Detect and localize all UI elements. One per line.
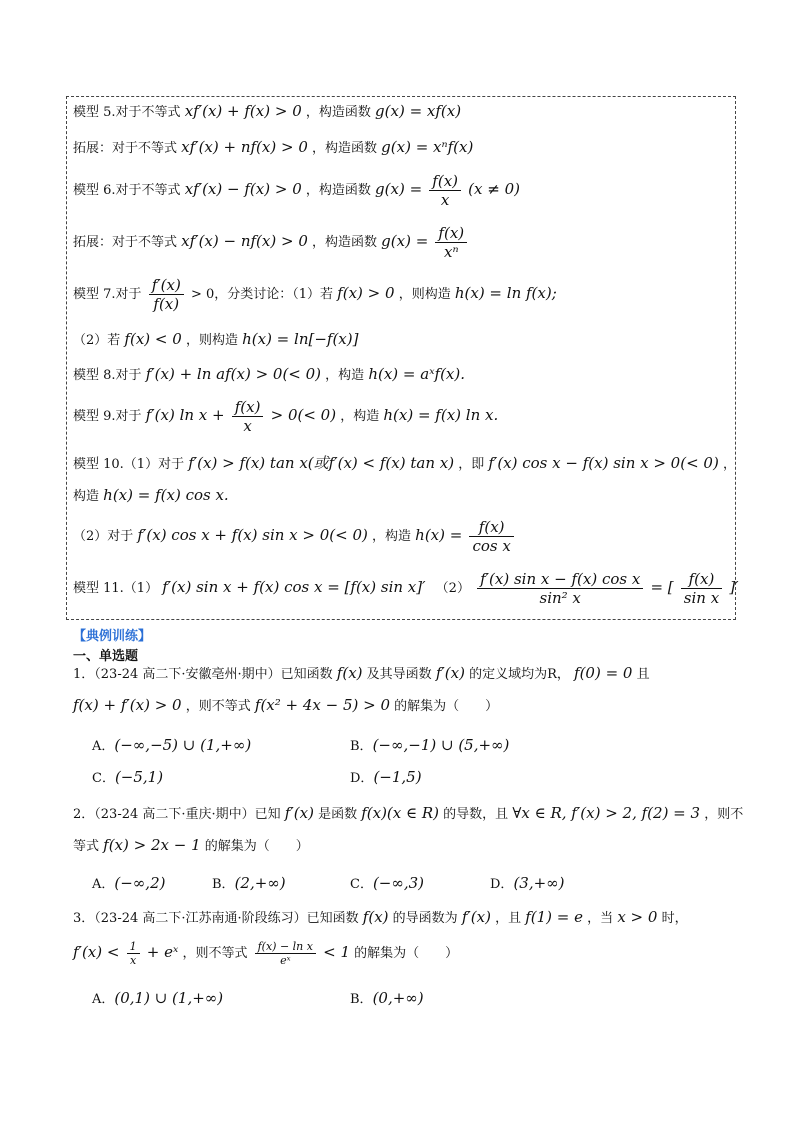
q1-stem-d: 且 xyxy=(636,667,650,682)
q1-option-c[interactable] xyxy=(92,767,163,786)
q1-option-c-label: C． xyxy=(92,771,115,786)
q3-stem-b: 的导函数为 xyxy=(392,911,458,926)
q2-stem-c: 的导数，且 xyxy=(443,807,509,822)
model-7-case-text: > 0，分类讨论：（1）若 xyxy=(190,287,334,302)
model-10-construct-text: 构造 xyxy=(73,489,100,504)
model-11-identity-1: f′(x) sin x + f(x) cos x = [f(x) sin x]′ xyxy=(162,578,426,596)
q1-function: f(x) xyxy=(336,664,363,682)
model-11-case-2-label: （2） xyxy=(435,581,470,596)
model-10-line xyxy=(73,454,736,473)
model-7-case-1-condition: f(x) > 0 xyxy=(337,284,395,302)
model-9-line xyxy=(73,398,498,435)
model-7-fraction xyxy=(149,276,184,313)
q2-option-a-label: A． xyxy=(92,877,115,892)
model-6-denominator: x xyxy=(440,191,450,209)
q1-option-d-label: D． xyxy=(350,771,374,786)
model-10-function: h(x) = f(x) cos x. xyxy=(103,486,229,504)
q1-stem-line-1 xyxy=(73,664,650,683)
model-11-denominator-2: sin x xyxy=(683,589,720,607)
model-5-construct-text: ，构造函数 xyxy=(305,105,371,120)
q3-stem-line-1 xyxy=(73,908,688,927)
q3-fraction-2 xyxy=(255,940,316,967)
q1-option-b[interactable] xyxy=(350,735,509,754)
model-7-case-2-construct-text: ，则构造 xyxy=(185,333,238,348)
q3-fraction-1 xyxy=(127,940,140,967)
model-6-construct-text: ，构造函数 xyxy=(305,183,371,198)
q3-fraction-1-numerator: 1 xyxy=(127,940,140,954)
model-6-fraction xyxy=(429,172,461,209)
model-10-case-2-lhs: h(x) = xyxy=(415,526,463,544)
extension-6-construct-text: ，构造函数 xyxy=(312,235,378,250)
model-7-case-2-label: （2）若 xyxy=(73,333,121,348)
q3-inequality-end: < 1 xyxy=(323,943,350,962)
q2-option-c-label: C． xyxy=(350,877,373,892)
model-7-case-2-condition: f(x) < 0 xyxy=(124,330,182,348)
model-9-fraction xyxy=(232,398,264,435)
q2-stem-line-1 xyxy=(73,804,743,823)
model-9-construct-text: ，构造 xyxy=(340,409,380,424)
extension-6-fraction xyxy=(435,224,467,261)
extension-5-construct-text: ，构造函数 xyxy=(312,141,378,156)
model-9-function: h(x) = f(x) ln x. xyxy=(383,406,499,424)
model-7-case-2-line xyxy=(73,330,358,349)
model-9-expression-a: f′(x) ln x + xyxy=(145,406,225,424)
q2-stem-f: 的解集为（ ） xyxy=(204,839,309,854)
model-10-namely: ，即 xyxy=(458,457,485,472)
extension-5-function: g(x) = xⁿf(x) xyxy=(381,138,474,156)
model-10-case-2-numerator: f(x) xyxy=(469,518,513,537)
q3-stem-g: 的解集为（ ） xyxy=(354,946,459,962)
model-10-case-2-construct-text: ，构造 xyxy=(372,529,412,544)
model-6-numerator: f(x) xyxy=(429,172,461,191)
model-9-expression-b: > 0(< 0) xyxy=(270,406,337,424)
q3-stem-line-2 xyxy=(73,940,458,967)
extension-6-denominator: xⁿ xyxy=(444,243,459,261)
q2-derivative: f′(x) xyxy=(284,804,314,822)
model-6-lhs: g(x) = xyxy=(375,180,423,198)
q3-option-b-label: B． xyxy=(350,992,373,1007)
model-10-label: 模型 10.（1）对于 xyxy=(73,457,185,472)
q2-option-d-value: (3,+∞) xyxy=(513,874,565,892)
q1-stem-line-2 xyxy=(73,696,498,715)
q3-fraction-1-denominator: x xyxy=(130,954,137,968)
model-10-case-2-inequality: f′(x) cos x + f(x) sin x > 0(< 0) xyxy=(137,526,368,544)
extension-6-numerator: f(x) xyxy=(435,224,467,243)
model-8-inequality: f′(x) + ln af(x) > 0(< 0) xyxy=(145,365,322,383)
model-7-case-2-function: h(x) = ln[−f(x)] xyxy=(242,330,359,348)
q3-stem-c: ，且 xyxy=(495,911,522,926)
model-6-condition: (x ≠ 0) xyxy=(468,180,520,198)
q3-stem-f: ，则不等式 xyxy=(182,946,248,962)
q3-stem-d: ，当 xyxy=(587,911,614,926)
q3-stem-a: 3．（23-24 高二下·江苏南通·阶段练习）已知函数 xyxy=(73,911,359,926)
q2-option-b-value: (2,+∞) xyxy=(234,874,286,892)
model-5-inequality: xf′(x) + f(x) > 0 xyxy=(184,102,302,120)
model-8-function: h(x) = aˣf(x). xyxy=(368,365,466,383)
model-7-case-1-function: h(x) = ln f(x); xyxy=(454,284,557,302)
model-5-line xyxy=(73,102,461,121)
q1-stem-a: 1．（23-24 高二下·安徽亳州·期中）已知函数 xyxy=(73,667,333,682)
model-6-label: 模型 6.对于不等式 xyxy=(73,183,181,198)
q3-initial-value: f(1) = e xyxy=(525,908,584,926)
q1-option-a-label: A． xyxy=(92,739,115,754)
extension-5-line xyxy=(73,138,473,157)
q3-option-a[interactable] xyxy=(92,988,223,1007)
q1-option-c-value: (−5,1) xyxy=(114,768,164,786)
model-11-fraction-1 xyxy=(477,570,643,607)
q3-condition-b: + eˣ xyxy=(146,943,179,962)
model-9-denominator: x xyxy=(243,417,252,435)
q2-option-d[interactable] xyxy=(490,873,565,892)
q2-option-c[interactable] xyxy=(350,873,424,892)
q2-function: f(x)(x ∈ R) xyxy=(361,804,440,822)
extension-6-label: 拓展：对于不等式 xyxy=(73,235,178,250)
model-10-case-2-line xyxy=(73,518,517,555)
q2-stem-line-2 xyxy=(73,836,309,855)
q3-fraction-2-numerator: f(x) − ln x xyxy=(255,940,316,954)
q3-condition-a: f′(x) < xyxy=(73,943,120,962)
q2-stem-b: 是函数 xyxy=(318,807,358,822)
extension-6-line xyxy=(73,224,470,261)
q1-option-a-value: (−∞,−5) ∪ (1,+∞) xyxy=(114,736,252,754)
model-10-case-2-label: （2）对于 xyxy=(73,529,134,544)
model-5-label: 模型 5.对于不等式 xyxy=(73,105,181,120)
q1-derivative: f′(x) xyxy=(435,664,465,682)
q2-option-d-label: D． xyxy=(490,877,514,892)
q3-option-b[interactable] xyxy=(350,988,424,1007)
model-7-case-1-construct-text: ，则构造 xyxy=(398,287,451,302)
section-title: 【典例训练】 xyxy=(73,629,152,644)
model-10-inequality: f′(x) cos x − f(x) sin x > 0(< 0) xyxy=(488,454,719,472)
model-10-case-2-denominator: cos x xyxy=(472,537,511,555)
extension-5-label: 拓展：对于不等式 xyxy=(73,141,178,156)
model-8-line xyxy=(73,365,465,384)
model-10-case-2-fraction xyxy=(469,518,513,555)
model-7-denominator: f(x) xyxy=(153,295,180,313)
q3-fraction-2-denominator: eˣ xyxy=(280,954,291,968)
q3-function: f(x) xyxy=(362,908,389,926)
q1-inequality: f(x² + 4x − 5) > 0 xyxy=(254,696,391,714)
extension-6-inequality: xf′(x) − nf(x) > 0 xyxy=(181,232,308,250)
model-7-line xyxy=(73,276,557,313)
model-11-numerator-2: f(x) xyxy=(681,570,722,589)
q2-option-a[interactable] xyxy=(92,873,165,892)
q3-option-a-value: (0,1) ∪ (1,+∞) xyxy=(114,989,224,1007)
extension-5-inequality: xf′(x) + nf(x) > 0 xyxy=(181,138,308,156)
model-8-construct-text: ，构造 xyxy=(325,368,365,383)
q2-stem-a: 2．（23-24 高二下·重庆·期中）已知 xyxy=(73,807,281,822)
q1-stem-f: 的解集为（ ） xyxy=(394,699,499,714)
q1-option-d-value: (−1,5) xyxy=(373,768,422,786)
model-9-label: 模型 9.对于 xyxy=(73,409,142,424)
q2-stem-d: ，则不 xyxy=(704,807,744,822)
model-11-fraction-2 xyxy=(681,570,722,607)
model-11-equals: = [ xyxy=(650,578,674,596)
model-8-label: 模型 8.对于 xyxy=(73,368,142,383)
q2-condition: ∀x ∈ R, f′(x) > 2, f(2) = 3 xyxy=(512,804,701,822)
model-7-label: 模型 7.对于 xyxy=(73,287,142,302)
q3-derivative: f′(x) xyxy=(461,908,491,926)
model-10-comma: ， xyxy=(722,457,736,472)
q3-stem-e: 时， xyxy=(661,911,688,926)
model-7-numerator: f′(x) xyxy=(149,276,184,295)
model-11-label: 模型 11.（1） xyxy=(73,581,159,596)
q1-option-b-label: B． xyxy=(350,739,373,754)
model-5-function: g(x) = xf(x) xyxy=(375,102,462,120)
model-11-end: ]′ xyxy=(729,578,739,596)
q2-option-b-label: B． xyxy=(212,877,235,892)
q1-option-a[interactable] xyxy=(92,735,251,754)
q3-option-b-value: (0,+∞) xyxy=(372,989,424,1007)
q1-stem-c: 的定义域均为R， xyxy=(469,667,570,682)
q2-inequality: f(x) > 2x − 1 xyxy=(103,836,201,854)
q2-option-b[interactable] xyxy=(212,873,286,892)
extension-6-lhs: g(x) = xyxy=(381,232,429,250)
model-6-line xyxy=(73,172,520,209)
model-10-construct-line xyxy=(73,486,229,505)
q1-condition: f(x) + f′(x) > 0 xyxy=(73,696,182,714)
q1-stem-e: ，则不等式 xyxy=(185,699,251,714)
q3-domain-condition: x > 0 xyxy=(617,908,658,926)
q2-option-c-value: (−∞,3) xyxy=(372,874,425,892)
model-11-numerator-1: f′(x) sin x − f(x) cos x xyxy=(477,570,643,589)
q3-option-a-label: A． xyxy=(92,992,115,1007)
model-11-denominator-1: sin² x xyxy=(539,589,581,607)
model-9-numerator: f(x) xyxy=(232,398,264,417)
model-11-line xyxy=(73,570,739,607)
model-10-condition: f′(x) > f(x) tan x(或f′(x) < f(x) tan x) xyxy=(188,454,455,472)
q1-initial-value: f(0) = 0 xyxy=(574,664,633,682)
section-subtitle: 一、单选题 xyxy=(73,649,139,664)
q2-option-a-value: (−∞,2) xyxy=(114,874,166,892)
q1-option-d[interactable] xyxy=(350,767,422,786)
q1-stem-b: 及其导函数 xyxy=(366,667,432,682)
q2-stem-e: 等式 xyxy=(73,839,100,854)
model-6-inequality: xf′(x) − f(x) > 0 xyxy=(184,180,302,198)
q1-option-b-value: (−∞,−1) ∪ (5,+∞) xyxy=(372,736,510,754)
